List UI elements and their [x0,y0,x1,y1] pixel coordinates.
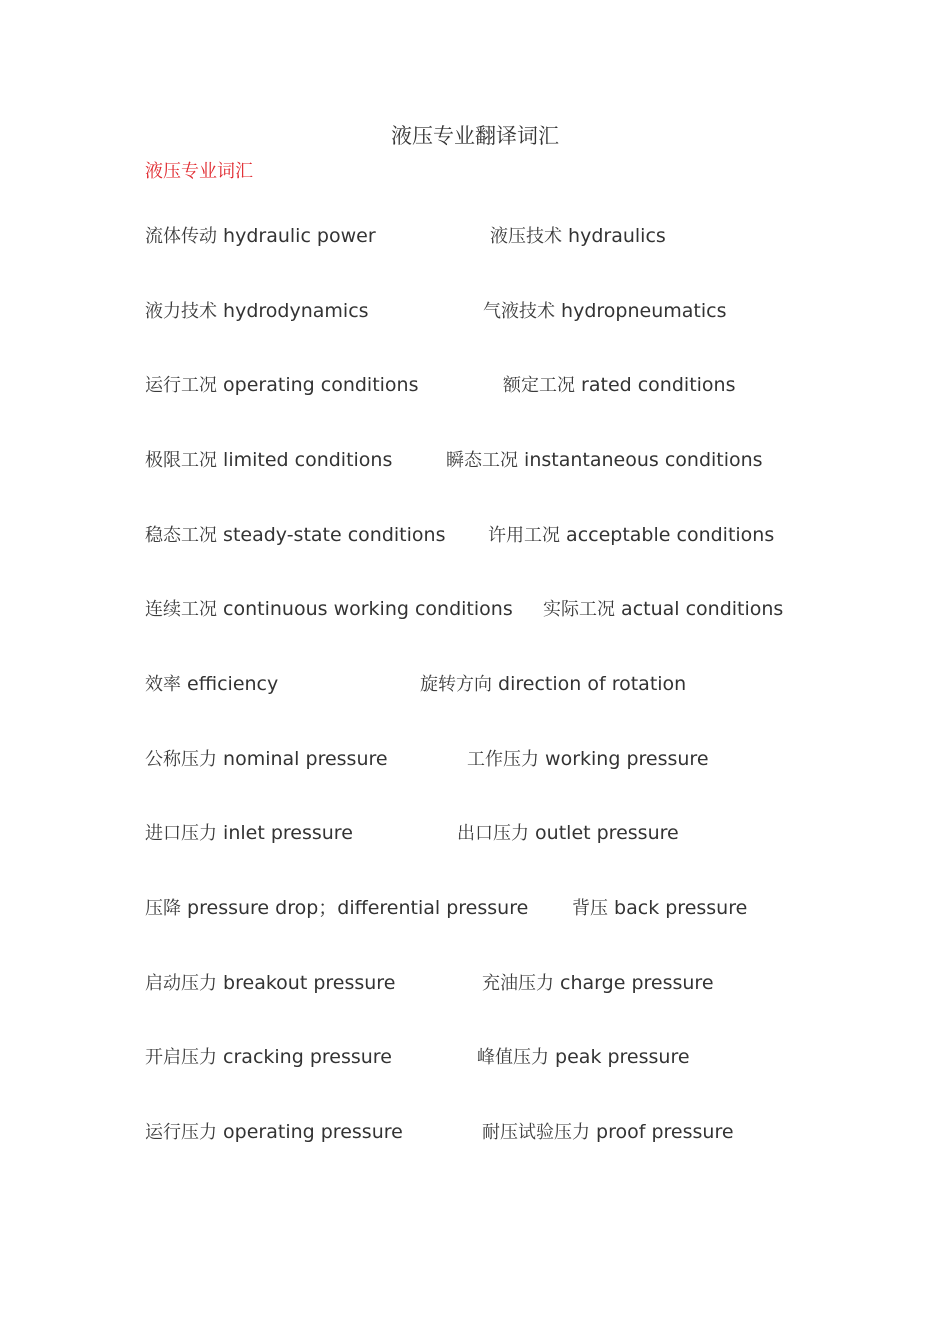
glossary-term-left [145,970,395,997]
term-chinese: 耐压试验压力 [482,1122,590,1143]
term-chinese: 开启压力 [145,1047,217,1068]
glossary-term-right [503,372,736,399]
term-chinese: 背压 [572,898,608,919]
term-english: hydraulic power [223,225,376,247]
term-english: pressure drop；differential pressure [187,897,529,919]
term-english: hydrodynamics [223,300,369,322]
glossary-term-right [572,895,747,922]
glossary-term-left [145,447,392,474]
glossary-term-right [467,746,709,773]
term-chinese: 公称压力 [145,749,217,770]
term-chinese: 峰值压力 [477,1047,549,1068]
term-chinese: 极限工况 [145,450,217,471]
term-english: outlet pressure [535,822,679,844]
term-english: nominal pressure [223,748,388,770]
term-chinese: 效率 [145,674,181,695]
glossary-term-right [446,447,763,474]
term-chinese: 流体传动 [145,226,217,247]
glossary-term-left [145,671,278,698]
glossary-term-left [145,1119,403,1146]
term-english: direction of rotation [498,673,687,695]
glossary-term-left [145,1044,392,1071]
term-chinese: 进口压力 [145,823,217,844]
term-chinese: 液力技术 [145,301,217,322]
term-english: back pressure [614,897,748,919]
glossary-term-left [145,596,513,623]
term-english: steady-state conditions [223,524,446,546]
glossary-term-right [420,671,686,698]
term-english: continuous working conditions [223,598,513,620]
term-chinese: 出口压力 [457,823,529,844]
section-heading: 液压专业词汇 [145,161,253,182]
glossary-term-left [145,298,369,325]
term-english: acceptable conditions [566,524,775,546]
term-chinese: 运行工况 [145,375,217,396]
term-chinese: 气液技术 [483,301,555,322]
term-chinese: 液压技术 [490,226,562,247]
glossary-term-right [482,970,714,997]
term-chinese: 充油压力 [482,973,554,994]
term-english: limited conditions [223,449,393,471]
glossary-term-right [543,596,783,623]
glossary-term-right [482,1119,734,1146]
term-chinese: 工作压力 [467,749,539,770]
term-chinese: 连续工况 [145,599,217,620]
glossary-term-left [145,372,419,399]
term-chinese: 实际工况 [543,599,615,620]
term-english: operating conditions [223,374,419,396]
term-english: hydraulics [568,225,666,247]
term-english: breakout pressure [223,972,396,994]
glossary-term-right [457,820,679,847]
term-chinese: 运行压力 [145,1122,217,1143]
term-chinese: 瞬态工况 [446,450,518,471]
glossary-term-right [483,298,726,325]
term-english: efficiency [187,673,279,695]
term-english: cracking pressure [223,1046,392,1068]
term-chinese: 额定工况 [503,375,575,396]
glossary-term-right [477,1044,690,1071]
term-english: proof pressure [596,1121,734,1143]
term-chinese: 旋转方向 [420,674,492,695]
term-english: hydropneumatics [561,300,727,322]
term-chinese: 压降 [145,898,181,919]
term-english: instantaneous conditions [524,449,763,471]
term-english: inlet pressure [223,822,353,844]
term-chinese: 许用工况 [488,525,560,546]
term-english: actual conditions [621,598,784,620]
glossary-term-right [490,223,666,250]
glossary-term-left [145,820,353,847]
term-english: rated conditions [581,374,736,396]
glossary-term-right [488,522,774,549]
term-chinese: 稳态工况 [145,525,217,546]
glossary-term-left [145,522,445,549]
term-english: charge pressure [560,972,714,994]
term-chinese: 启动压力 [145,973,217,994]
term-english: working pressure [545,748,709,770]
glossary-term-left [145,746,388,773]
glossary-term-left [145,895,528,922]
glossary-term-left [145,223,376,250]
term-english: operating pressure [223,1121,403,1143]
term-english: peak pressure [555,1046,690,1068]
document-title: 液压专业翻译词汇 [391,124,559,148]
